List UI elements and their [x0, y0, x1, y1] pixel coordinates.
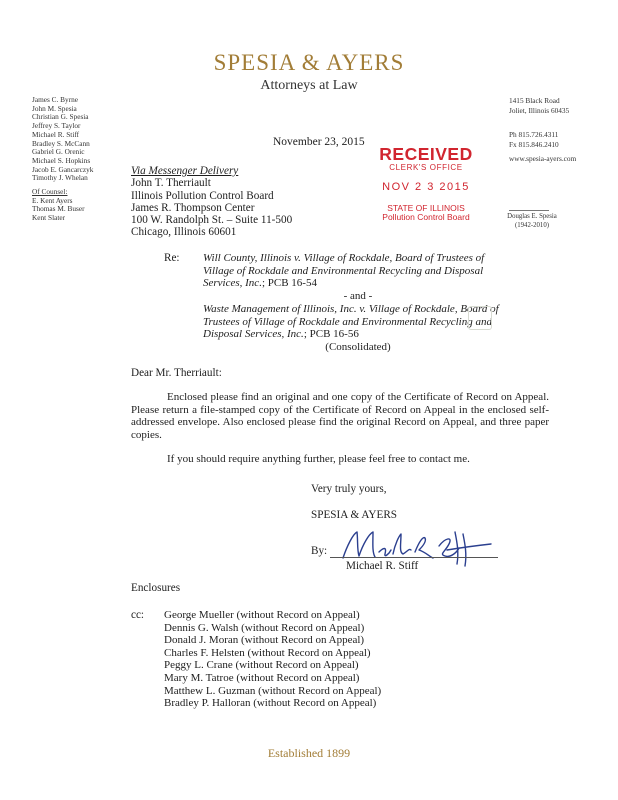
firm-name: SPESIA & AYERS	[213, 50, 405, 75]
body-paragraph: Enclosed please find an original and one copy of the Certificate of Record on Appeal. Please return a file-stamped copy of the Certificate of Record on Appeal in the enclosed self-addressed envelope. Also enclosed please find the original Record on Appeal, and three paper copies.	[131, 391, 549, 441]
re-consolidated: (Consolidated)	[325, 340, 391, 353]
attorney-name: Jeffrey S. Taylor	[32, 121, 81, 131]
cc-item: Peggy L. Crane (without Record on Appeal)	[164, 659, 359, 672]
recipient-line: 100 W. Randolph St. – Suite 11-500	[131, 214, 293, 227]
stamp-received: RECEIVED	[379, 144, 473, 164]
letter-body	[131, 391, 549, 478]
letter-date: November 23, 2015	[273, 136, 365, 148]
signer-name: Michael R. Stiff	[346, 560, 419, 572]
recipient-line: Illinois Pollution Control Board	[131, 189, 274, 202]
enclosures-label: Enclosures	[131, 582, 181, 594]
re-label: Re:	[164, 252, 180, 264]
firm-address-block	[509, 96, 609, 164]
case2-title: Waste Management of Illinois, Inc. v. Village of Rockdale, Board of Trustees of Village of Rockdale and Environmental Recycling and Disposal Services, Inc.	[203, 302, 499, 341]
closing-firm: SPESIA & AYERS	[311, 509, 398, 521]
established-footer: Established 1899	[267, 746, 351, 760]
case2-number: ; PCB 16-56	[303, 328, 359, 341]
cc-item: Charles F. Helsten (without Record on Appeal)	[164, 646, 371, 659]
received-stamp	[376, 146, 476, 222]
closing-phrase: Very truly yours,	[311, 483, 387, 495]
salutation: Dear Mr. Therriault:	[131, 367, 222, 379]
of-counsel-heading: Of Counsel:	[32, 187, 68, 197]
closing-block	[311, 483, 397, 521]
attorney-name: Timothy J. Whelan	[32, 173, 88, 183]
cc-item: George Mueller (without Record on Appeal)	[164, 609, 360, 621]
delivery-method: Via Messenger Delivery	[131, 165, 239, 177]
attorney-name: Bradley S. McCann	[32, 138, 90, 148]
fax: Fx 815.846.2410	[509, 139, 559, 149]
founder-name: Douglas E. Spesia	[507, 213, 557, 220]
re-subject	[203, 252, 513, 354]
re-and: - and -	[343, 290, 373, 303]
founder-divider	[509, 210, 549, 211]
cc-item: Bradley P. Halloran (without Record on Appeal)	[164, 697, 377, 710]
of-counsel-name: Thomas M. Buser	[32, 204, 85, 214]
scan-artifact	[468, 306, 492, 330]
cc-item: Matthew L. Guzman (without Record on Appeal)	[164, 684, 382, 697]
cc-item: Dennis G. Walsh (without Record on Appeal)	[164, 621, 365, 634]
cc-label: cc:	[131, 609, 145, 621]
address-line2: Joliet, Illinois 60435	[509, 106, 570, 116]
attorney-name: James C. Byrne	[32, 95, 79, 104]
attorney-name: John M. Spesia	[32, 103, 77, 113]
founder-years: (1942-2010)	[515, 221, 549, 229]
stamp-state: STATE OF ILLINOIS	[387, 203, 465, 213]
case1-title: Will County, Illinois v. Village of Rockdale, Board of Trustees of Village of Rockdale and Environmental Recycling and Disposal Services, Inc.	[203, 252, 485, 290]
recipient-line: James R. Thompson Center	[131, 201, 255, 214]
founder-memorial	[494, 213, 570, 230]
cc-item: Mary M. Tatroe (without Record on Appeal)	[164, 671, 360, 684]
case1-number: ; PCB 16-54	[261, 277, 317, 290]
body-paragraph: If you should require anything further, please feel free to contact me.	[167, 453, 470, 466]
cc-item: Donald J. Moran (without Record on Appeal)	[164, 634, 365, 647]
attorney-list	[32, 96, 142, 223]
recipient-block	[131, 165, 292, 239]
stamp-board: Pollution Control Board	[382, 212, 470, 222]
firm-subtitle: Attorneys at Law	[260, 78, 358, 93]
phone: Ph 815.726.4311	[509, 129, 559, 139]
attorney-name: Michael R. Stiff	[32, 129, 80, 139]
by-label: By:	[311, 545, 328, 557]
of-counsel-name: Kent Slater	[32, 213, 66, 223]
attorney-name: Gabriel G. Orenic	[32, 147, 85, 157]
attorney-name: Jacob E. Gancarczyk	[32, 164, 94, 174]
recipient-line: John T. Therriault	[131, 177, 211, 190]
website: www.spesia-ayers.com	[509, 154, 577, 164]
attorney-name: Christian G. Spesia	[32, 112, 89, 122]
address-line1: 1415 Black Road	[509, 96, 560, 105]
signature-line	[330, 557, 498, 558]
recipient-line: Chicago, Illinois 60601	[131, 226, 237, 239]
stamp-office: CLERK'S OFFICE	[389, 163, 463, 172]
attorney-name: Michael S. Hopkins	[32, 155, 91, 165]
cc-list	[164, 609, 381, 710]
stamp-date: NOV 2 3 2015	[382, 181, 470, 193]
of-counsel-name: E. Kent Ayers	[32, 195, 73, 205]
